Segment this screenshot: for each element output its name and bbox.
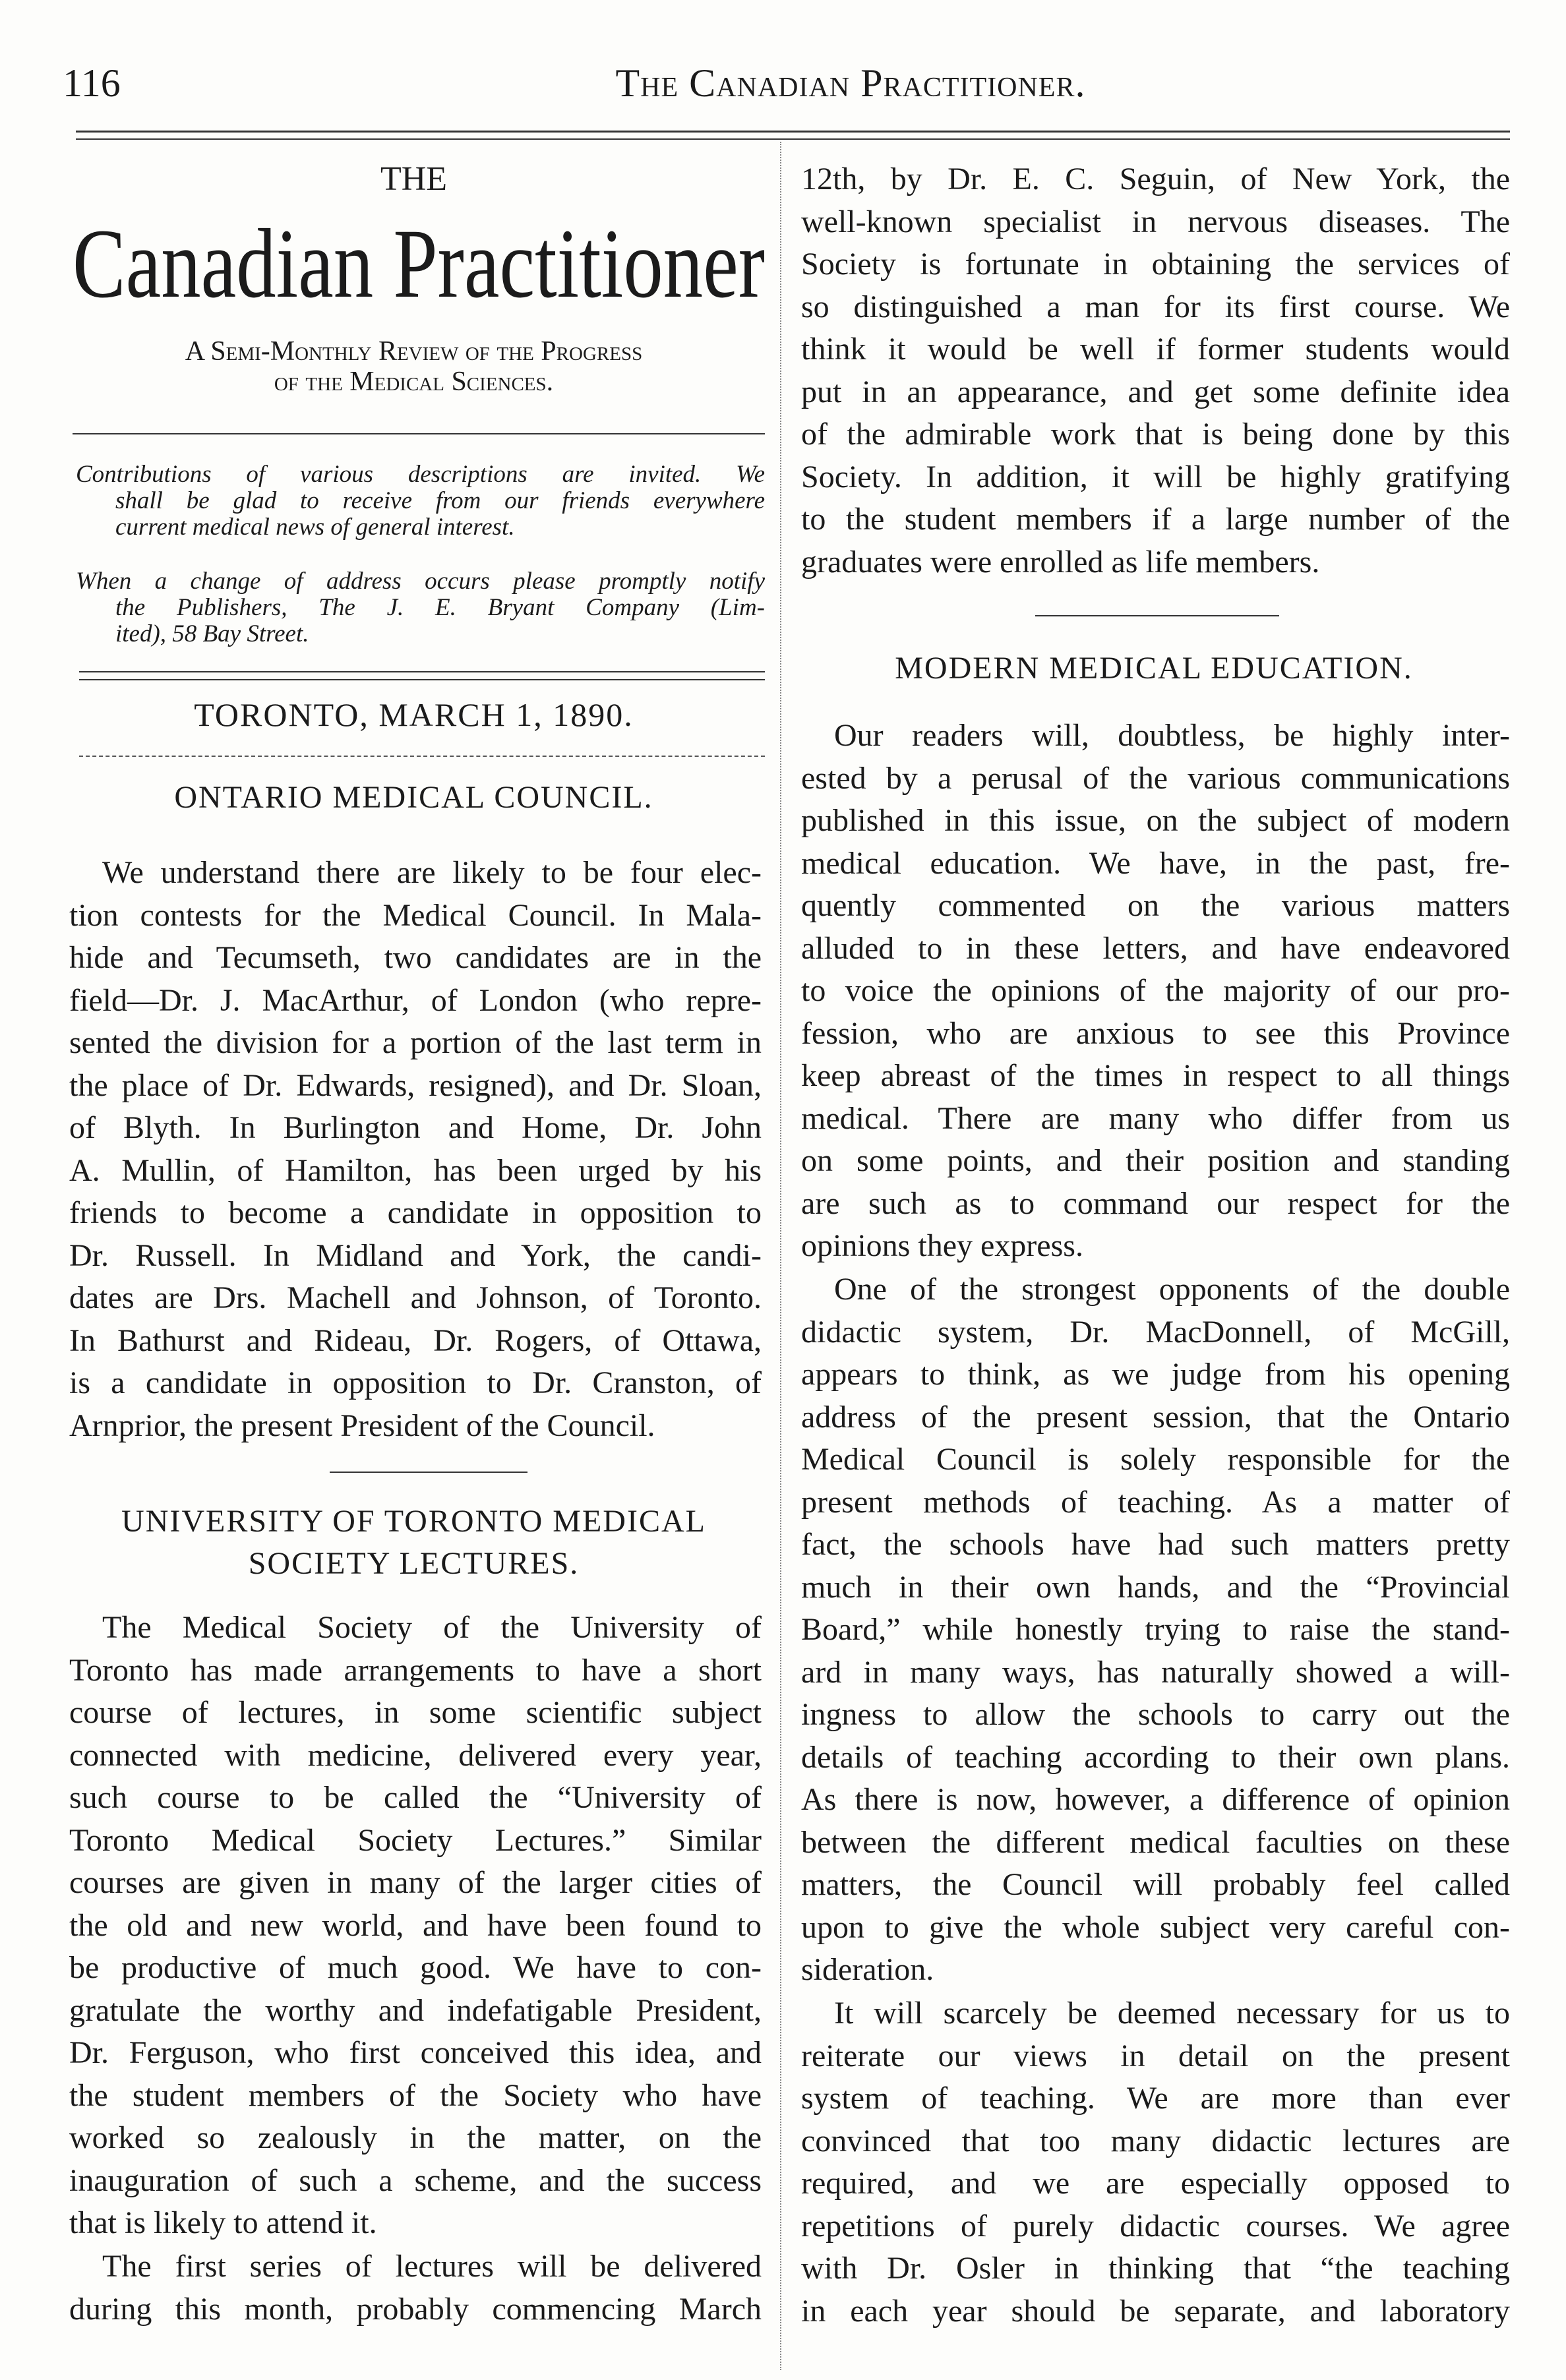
text-line: Society. In addition, it will be highly gratifying <box>801 459 1510 494</box>
masthead-subtitle <box>63 336 765 397</box>
text-line: required, and we are especially opposed to <box>801 2166 1510 2201</box>
section-rule <box>330 1472 527 1473</box>
text-line: hide and Tecumseth, two candidates are in the <box>69 940 762 975</box>
masthead-double-rule <box>79 671 765 672</box>
header-rule-secondary <box>76 138 1510 140</box>
heading-line: UNIVERSITY OF TORONTO MEDICAL <box>121 1504 706 1539</box>
text-line: put in an appearance, and get some definite idea <box>801 374 1510 409</box>
column-divider <box>780 142 781 2370</box>
text-line: worked so zealously in the matter, on the <box>69 2120 762 2155</box>
text-line: details of teaching according to their own plans. <box>801 1739 1510 1775</box>
university-paragraph-continued <box>69 2246 762 2331</box>
text-line: much in their own hands, and the “Provincial <box>801 1569 1510 1605</box>
text-line: dates are Drs. Machell and Johnson, of Toronto. <box>69 1280 762 1315</box>
ontario-heading: ONTARIO MEDICAL COUNCIL. <box>174 780 653 815</box>
text-line: in each year should be separate, and laboratory <box>801 2293 1510 2329</box>
text-line: ingness to allow the schools to carry out the <box>801 1697 1510 1732</box>
dateline-rule <box>79 756 765 757</box>
text-line: sideration. <box>801 1952 934 1987</box>
text-line: on some points, and their position and standing <box>801 1143 1510 1178</box>
text-line: We understand there are likely to be four elec- <box>102 855 762 890</box>
text-line: alluded to in these letters, and have endeavored <box>801 930 1510 966</box>
text-line: of Blyth. In Burlington and Home, Dr. John <box>69 1110 762 1145</box>
modern-paragraph <box>801 1268 1510 1992</box>
text-line: A. Mullin, of Hamilton, has been urged by his <box>69 1152 762 1188</box>
text-line: The Medical Society of the University of <box>102 1610 762 1645</box>
text-line: Medical Council is solely responsible for the <box>801 1442 1510 1477</box>
text-line: be productive of much good. We have to con- <box>69 1950 762 1985</box>
modern-heading: MODERN MEDICAL EDUCATION. <box>895 651 1413 686</box>
text-line: gratulate the worthy and indefatigable President, <box>69 1992 762 2028</box>
text-line: opinions they express. <box>801 1228 1083 1263</box>
text-line: to voice the opinions of the majority of our pro- <box>801 973 1510 1008</box>
text-line: course of lectures, in some scientific subject <box>69 1695 762 1730</box>
text-line: One of the strongest opponents of the double <box>834 1272 1510 1307</box>
university-paragraph-continued-right <box>801 158 1510 583</box>
masthead-title-text: Canadian Practitioner <box>73 209 765 318</box>
text-line: so distinguished a man for its first course. We <box>801 289 1510 324</box>
text-line: courses are given in many of the larger cities of <box>69 1865 762 1900</box>
text-line: the old and new world, and have been found to <box>69 1907 762 1943</box>
text-line: Arnprior, the present President of the Council. <box>69 1408 655 1443</box>
subtitle-line: A Semi-Monthly Review of the Progress <box>185 336 643 367</box>
notice-line: Contributions of various descriptions are invited. We <box>76 461 765 488</box>
text-line: Board,” while honestly trying to raise the stand- <box>801 1612 1510 1647</box>
text-line: with Dr. Osler in thinking that “the teaching <box>801 2251 1510 2286</box>
section-rule <box>1035 615 1279 616</box>
notice-line: ited), 58 Bay Street. <box>115 620 309 647</box>
text-line: fact, the schools have had such matters pretty <box>801 1527 1510 1562</box>
university-heading <box>63 1501 765 1585</box>
dateline: TORONTO, MARCH 1, 1890. <box>194 696 634 733</box>
text-line: tion contests for the Medical Council. In Mala- <box>69 897 762 933</box>
text-line: address of the present session, that the Ontario <box>801 1399 1510 1435</box>
notice-line: the Publishers, The J. E. Bryant Company (Lim- <box>115 594 765 621</box>
text-line: Dr. Russell. In Midland and York, the candi- <box>69 1237 762 1273</box>
text-line: convinced that too many didactic lectures are <box>801 2123 1510 2158</box>
text-line: Dr. Ferguson, who first conceived this idea, and <box>69 2035 762 2070</box>
masthead-title <box>73 204 765 316</box>
text-line: repetitions of purely didactic courses. We agree <box>801 2208 1510 2244</box>
masthead-rule <box>73 433 765 434</box>
text-line: Toronto Medical Society Lectures.” Similar <box>69 1822 762 1858</box>
text-line: fession, who are anxious to see this Province <box>801 1015 1510 1051</box>
text-line: As there is now, however, a difference of opinion <box>801 1782 1510 1817</box>
text-line: inauguration of such a scheme, and the success <box>69 2162 762 2198</box>
text-line: Our readers will, doubtless, be highly inter- <box>834 718 1510 753</box>
text-line: ard in many ways, has naturally showed a will- <box>801 1654 1510 1690</box>
text-line: system of teaching. We are more than ever <box>801 2081 1510 2116</box>
text-line: such course to be called the “University of <box>69 1780 762 1815</box>
text-line: is a candidate in opposition to Dr. Cranston, of <box>69 1365 762 1400</box>
ontario-paragraph <box>69 852 762 1447</box>
text-line: well-known specialist in nervous diseases. The <box>801 204 1510 239</box>
text-line: that is likely to attend it. <box>69 2205 377 2240</box>
subtitle-line: of the Medical Sciences. <box>274 367 554 397</box>
page-number: 116 <box>63 61 121 105</box>
text-line: didactic system, Dr. MacDonnell, of McGill, <box>801 1314 1510 1350</box>
notice-line: shall be glad to receive from our friends everywhere <box>115 487 765 514</box>
text-line: medical. There are many who differ from us <box>801 1100 1510 1136</box>
address-notice <box>76 568 765 647</box>
text-line: present methods of teaching. As a matter of <box>801 1484 1510 1520</box>
text-line: friends to become a candidate in opposition to <box>69 1195 762 1230</box>
university-paragraph <box>69 1607 762 2245</box>
notice-line: When a change of address occurs please promptly notify <box>76 568 765 595</box>
text-line: between the different medical faculties on these <box>801 1824 1510 1860</box>
text-line: The first series of lectures will be delivered <box>102 2249 762 2284</box>
text-line: appears to think, as we judge from his opening <box>801 1357 1510 1392</box>
text-line: medical education. We have, in the past, fre- <box>801 845 1510 881</box>
heading-line: SOCIETY LECTURES. <box>248 1546 580 1581</box>
header-rule <box>76 131 1510 133</box>
text-line: graduates were enrolled as life members. <box>801 544 1320 580</box>
text-line: In Bathurst and Rideau, Dr. Rogers, of Ottawa, <box>69 1323 762 1358</box>
notice-line: current medical news of general interest. <box>115 514 515 541</box>
text-line: connected with medicine, delivered every year, <box>69 1737 762 1773</box>
text-line: upon to give the whole subject very careful con- <box>801 1909 1510 1945</box>
text-line: quently commented on the various matters <box>801 888 1510 923</box>
text-line: Society is fortunate in obtaining the services of <box>801 247 1510 282</box>
modern-paragraph <box>801 715 1510 1268</box>
text-line: sented the division for a portion of the last term in <box>69 1025 762 1060</box>
text-line: ested by a perusal of the various communications <box>801 760 1510 796</box>
text-line: of the admirable work that is being done by this <box>801 417 1510 452</box>
text-line: published in this issue, on the subject of modern <box>801 803 1510 838</box>
text-line: think it would be well if former students would <box>801 332 1510 367</box>
text-line: It will scarcely be deemed necessary for us to <box>834 1996 1510 2031</box>
text-line: the place of Dr. Edwards, resigned), and Dr. Sloan, <box>69 1067 762 1103</box>
text-line: Toronto has made arrangements to have a short <box>69 1652 762 1688</box>
text-line: are such as to command our respect for the <box>801 1185 1510 1221</box>
text-line: keep abreast of the times in respect to all things <box>801 1058 1510 1093</box>
text-line: matters, the Council will probably feel called <box>801 1867 1510 1902</box>
text-line: reiterate our views in detail on the present <box>801 2038 1510 2073</box>
modern-paragraph <box>801 1992 1510 2333</box>
text-line: field—Dr. J. MacArthur, of London (who repre- <box>69 982 762 1018</box>
text-line: during this month, probably commencing March <box>69 2291 762 2327</box>
running-title: The Canadian Practitioner. <box>615 61 1086 105</box>
text-line: to the student members if a large number of the <box>801 502 1510 537</box>
contributions-notice <box>76 461 765 541</box>
text-line: 12th, by Dr. E. C. Seguin, of New York, the <box>801 162 1510 196</box>
masthead-the: THE <box>380 160 448 198</box>
masthead-double-rule-secondary <box>79 679 765 680</box>
text-line: the student members of the Society who have <box>69 2077 762 2113</box>
